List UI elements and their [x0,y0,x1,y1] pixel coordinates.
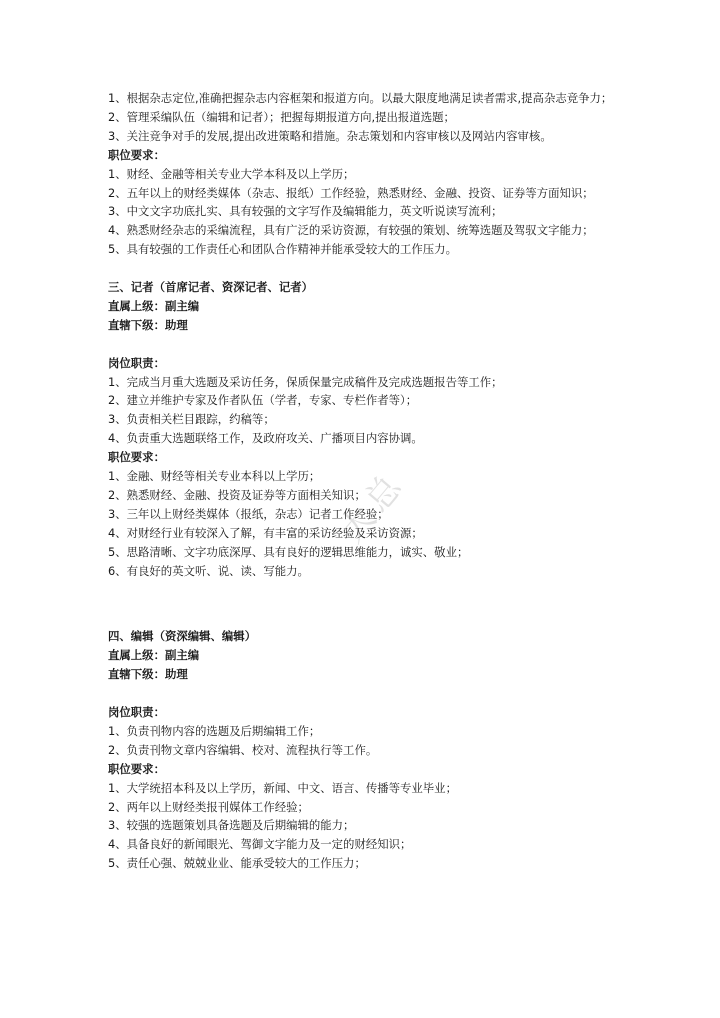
block1-duty-2: 2、管理采编队伍（编辑和记者）；把握每期报道方向,提出报道选题； [108,109,455,124]
section4-req-5: 5、责任心强、兢兢业业、能承受较大的工作压力； [108,856,366,871]
section3-subordinate: 直辖下级：助理 [108,317,188,332]
section3-superior: 直属上级：副主编 [108,298,200,313]
section3-req-5: 5、思路清晰、文字功底深厚、具有良好的逻辑思维能力，诚实、敬业； [108,544,469,559]
section3-req-1: 1、金融、财经等相关专业本科以上学历； [108,469,321,484]
section3-duty-1: 1、完成当月重大选题及采访任务，保质保量完成稿件及完成选题报告等工作； [108,374,503,389]
watermark: 大总 [331,463,414,551]
section3-duty-heading: 岗位职责： [108,355,165,370]
block1-req-2: 2、五年以上的财经类媒体（杂志、报纸）工作经验，熟悉财经、金融、投资、证券等方面知识； [108,185,594,200]
block1-req-5: 5、具有较强的工作责任心和团队合作精神并能承受较大的工作压力。 [108,242,457,257]
section4-req-3: 3、较强的选题策划具备选题及后期编辑的能力； [108,818,355,833]
block1-req-1: 1、财经、金融等相关专业大学本科及以上学历； [108,166,355,181]
section3-duty-4: 4、负责重大选题联络工作，及政府攻关、广播项目内容协调。 [108,431,423,446]
block1-req-heading: 职位要求： [108,147,165,162]
spacer [108,684,620,703]
section3-title: 三、记者（首席记者、资深记者、记者） [108,280,314,295]
section3-req-3: 3、三年以上财经类媒体（报纸，杂志）记者工作经验； [108,506,389,521]
section4-req-heading: 职位要求： [108,761,165,776]
section3-duty-2: 2、建立并维护专家及作者队伍（学者，专家、专栏作者等）； [108,393,418,408]
section4-req-4: 4、具备良好的新闻眼光、驾御文字能力及一定的财经知识； [108,837,412,852]
section3-duty-3: 3、负责相关栏目跟踪，约稿等； [108,412,275,427]
block1-duty-1: 1、根据杂志定位,准确把握杂志内容框架和报道方向。以最大限度地满足读者需求,提高杂志竞争力； [108,91,613,105]
section4-superior: 直属上级：副主编 [108,648,200,663]
spacer [108,599,620,627]
section3-req-heading: 职位要求： [108,450,165,465]
spacer [108,259,620,278]
section4-title: 四、编辑（资深编辑、编辑） [108,629,257,644]
section3-req-6: 6、有良好的英文听、说、读、写能力。 [108,563,309,578]
section3-req-2: 2、熟悉财经、金融、投资及证券等方面相关知识； [108,488,366,502]
section4-duty-2: 2、负责刊物文章内容编辑、校对、流程执行等工作。 [108,742,378,757]
block1-req-4: 4、熟悉财经杂志的采编流程，具有广泛的采访资源，有较强的策划、统筹选题及驾驭文字能力； [108,223,594,238]
section4-req-2: 2、两年以上财经类报刊媒体工作经验； [108,799,309,814]
document-page [108,89,620,873]
section3-req-4: 4、对财经行业有较深入了解，有丰富的采访经验及采访资源； [108,525,423,540]
block1-req-3: 3、中文文字功底扎实、具有较强的文字写作及编辑能力，英文听说读写流利； [108,204,503,219]
block1-duty-3: 3、关注竞争对手的发展,提出改进策略和措施。杂志策划和内容审核以及网站内容审核。 [108,128,552,143]
section4-duty-heading: 岗位职责： [108,705,165,720]
section4-duty-1: 1、负责刊物内容的选题及后期编辑工作； [108,723,321,738]
spacer [108,335,620,354]
section4-subordinate: 直辖下级：助理 [108,667,188,682]
spacer [108,581,620,600]
section4-req-1: 1、大学统招本科及以上学历，新闻、中文、语言、传播等专业毕业； [108,780,457,795]
